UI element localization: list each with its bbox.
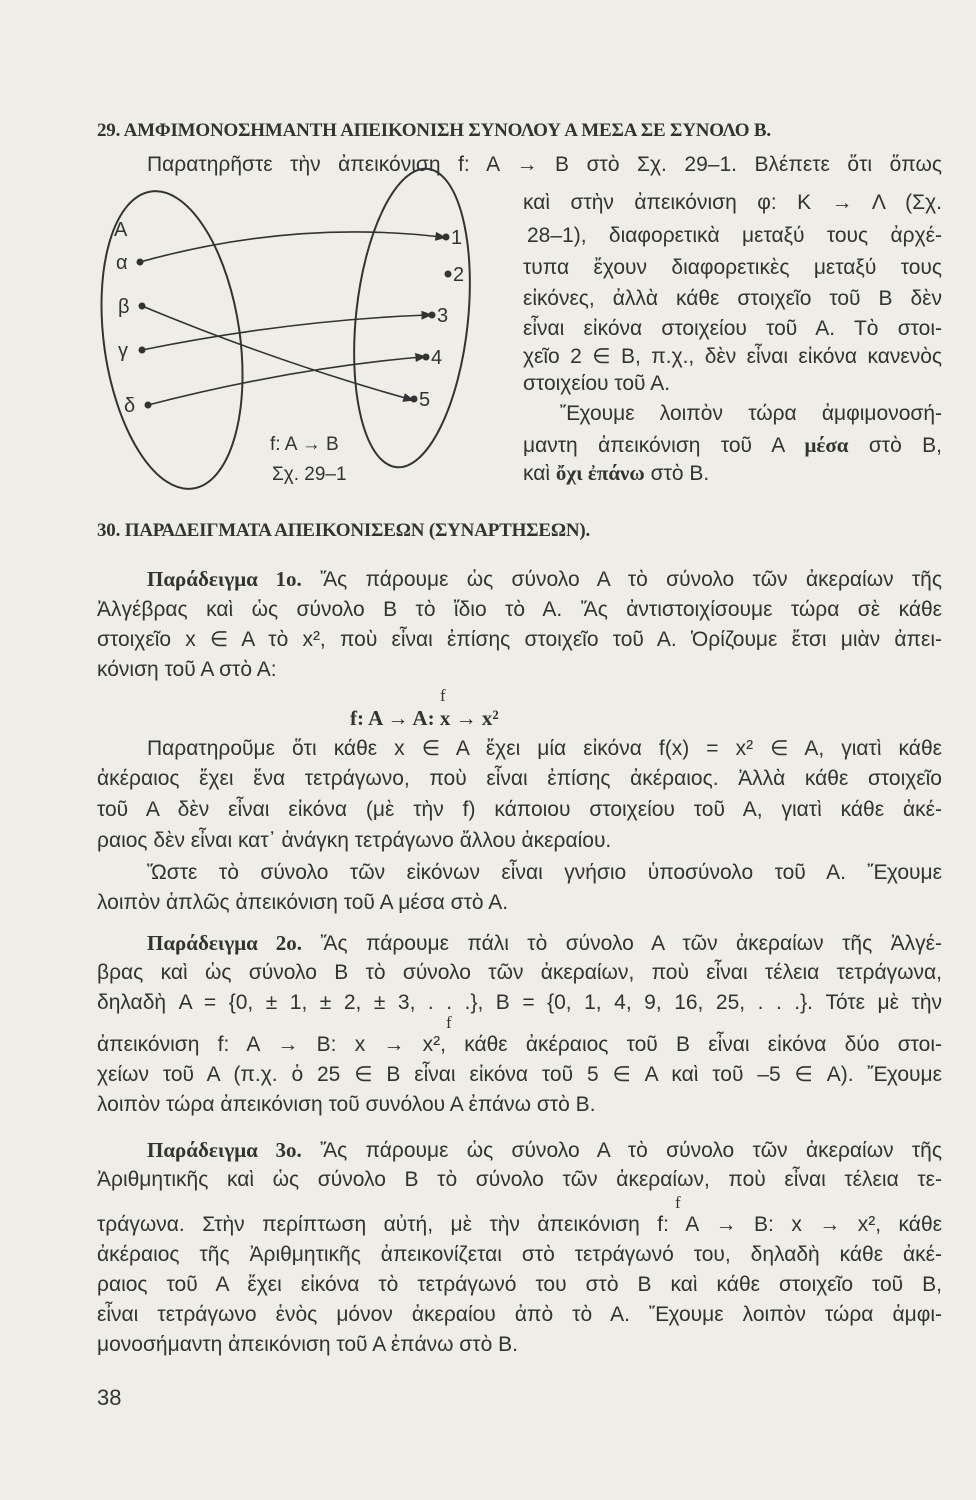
text-span: ραιος τοῦ Α ἔχει εἰκόνα τὸ τετράγωνό του στὸ Β καὶ κάθε στοιχεῖο τοῦ Β, bbox=[97, 1273, 942, 1296]
set-a-element: γ bbox=[118, 340, 128, 362]
figure-label: Σχ. 29–1 bbox=[272, 464, 347, 485]
text-span: εἶναι τετράγωνο ἑνὸς μόνον ἀκεραίου ἀπὸ τὸ Α. Ἔχουμε λοιπὸν τώρα ἀμφι- bbox=[97, 1303, 942, 1326]
set-b-element: 3 bbox=[437, 305, 449, 327]
text-line bbox=[97, 990, 942, 1016]
text-span: βρας καὶ ὡς σύνολο Β τὸ σύνολο τῶν ἀκεραίων, ποὺ εἶναι τέλεια τετράγωνα, bbox=[97, 961, 942, 984]
mapping-arrow bbox=[142, 306, 409, 399]
text-span: λοιπὸν ἁπλῶς ἀπεικόνιση τοῦ Α μέσα στὸ Α. bbox=[97, 891, 509, 914]
text-span: Ἔχουμε λοιπὸν τώρα ἀμφιμονοσή- bbox=[560, 402, 942, 425]
text-line bbox=[97, 828, 611, 854]
set-b-element: 2 bbox=[453, 264, 465, 286]
text-span: Παρατηροῦμε ὅτι κάθε x ∈ A ἔχει μία εἰκόνα f(x) = x² ∈ A, γιατὶ κάθε bbox=[147, 737, 942, 760]
text-span: 30. ΠΑΡΑΔΕΙΓΜΑΤΑ ΑΠΕΙΚΟΝΙΣΕΩΝ (ΣΥΝΑΡΤΗΣΕΩΝ). bbox=[97, 520, 591, 541]
element-dot bbox=[411, 396, 418, 403]
text-span: καὶ bbox=[523, 462, 556, 485]
text-line bbox=[97, 960, 942, 986]
text-span: Ὥστε τὸ σύνολο τῶν εἰκόνων εἶναι γνήσιο ὑποσύνολο τοῦ Α. Ἔχουμε bbox=[147, 861, 942, 884]
text-span: f: A → A: x → x² bbox=[350, 706, 499, 730]
text-span: δηλαδὴ A = {0, ± 1, ± 2, ± 3, . . .}, B = {0, 1, 4, 9, 16, 25, . . .}. Τότε μὲ τὴν bbox=[97, 991, 942, 1014]
text-span: μονοσήμαντη ἀπεικόνιση τοῦ Α ἐπάνω στὸ Β. bbox=[97, 1333, 518, 1356]
text-span: στὸ Β, bbox=[848, 434, 942, 457]
set-a-element: β bbox=[118, 296, 130, 318]
figure-29-1 bbox=[0, 0, 976, 520]
bold-text: Παράδειγμα 1ο. bbox=[147, 567, 302, 591]
text-span: στοιχεῖο x ∈ A τὸ x², ποὺ εἶναι ἐπίσης στοιχεῖο τοῦ Α. Ὁρίζουμε ἔτσι μιὰν ἀπει- bbox=[97, 628, 942, 651]
arrow-function-label: f bbox=[440, 686, 446, 705]
text-line bbox=[97, 1302, 942, 1328]
element-dot bbox=[423, 354, 430, 361]
text-line bbox=[147, 566, 942, 593]
text-line bbox=[147, 1137, 942, 1164]
text-span: ἀκέραιος ἔχει ἕνα τετράγωνο, ποὺ εἶναι ἐπίσης ἀκέραιος. Ἀλλὰ κάθε στοιχεῖο bbox=[97, 767, 942, 790]
page-number: 38 bbox=[97, 1385, 122, 1410]
text-span: 29. ΑΜΦΙΜΟΝΟΣΗΜΑΝΤΗ ΑΠΕΙΚΟΝΙΣΗ ΣΥΝΟΛΟΥ Α ΜΕΣΑ ΣΕ ΣΥΝΟΛΟ Β. bbox=[97, 120, 771, 141]
text-span: εἰκόνες, ἀλλὰ κάθε στοιχεῖο τοῦ Β δὲν bbox=[523, 287, 942, 310]
arrow-function-label: f bbox=[446, 1013, 452, 1032]
set-b-element: 1 bbox=[451, 227, 463, 249]
text-line bbox=[97, 1062, 942, 1088]
mapping-arrow bbox=[142, 315, 427, 350]
text-span: στοιχείου τοῦ Α. bbox=[523, 372, 671, 395]
set-b-element: 4 bbox=[431, 347, 443, 369]
section-heading bbox=[97, 518, 590, 544]
text-span: Ἄς πάρουμε ὡς σύνολο Α τὸ σύνολο τῶν ἀκεραίων τῆς bbox=[301, 1139, 942, 1162]
text-line bbox=[97, 890, 508, 916]
set-a-element: α bbox=[116, 252, 128, 274]
text-span: Ἄς πάρουμε ὡς σύνολο Α τὸ σύνολο τῶν ἀκεραίων τῆς bbox=[301, 568, 942, 591]
text-span: χείων τοῦ Α (π.χ. ὁ 25 ∈ B εἶναι εἰκόνα τοῦ 5 ∈ A καὶ τοῦ –5 ∈ A). Ἔχουμε bbox=[97, 1063, 942, 1086]
text-line bbox=[97, 1032, 942, 1058]
text-line bbox=[97, 1092, 596, 1118]
set-a-element: δ bbox=[124, 395, 136, 417]
text-line bbox=[97, 627, 942, 653]
text-span: μαντη ἀπεικόνιση τοῦ Α bbox=[523, 434, 805, 457]
text-line bbox=[97, 1242, 942, 1268]
text-span: ἀπεικόνιση f: A → B: x → x², κάθε ἀκέραιος τοῦ Β εἶναι εἰκόνα δύο στοι- bbox=[97, 1033, 942, 1056]
text-span: Ἀλγέβρας καὶ ὡς σύνολο Β τὸ ἴδιο τὸ Α. Ἄς ἀντιστοιχίσουμε τώρα σὲ κάθε bbox=[97, 598, 942, 621]
text-span: τράγωνα. Στὴν περίπτωση αὐτή, μὲ τὴν ἀπεικόνιση f: A → B: x → x², κάθε bbox=[97, 1213, 942, 1236]
formula-line bbox=[350, 705, 499, 731]
text-line bbox=[97, 1272, 942, 1298]
text-line bbox=[97, 766, 942, 792]
text-span: Παρατηρῆστε τὴν ἀπεικόνιση f: A → B στὸ Σχ. 29–1. Βλέπετε ὅτι ὅπως bbox=[147, 153, 942, 176]
set-b-ellipse bbox=[341, 163, 484, 473]
text-line bbox=[97, 1167, 942, 1193]
bold-text: ὄχι ἐπάνω bbox=[555, 461, 645, 485]
text-span: ραιος δὲν εἶναι κατ᾽ ἀνάγκη τετράγωνο ἄλλου ἀκεραίου. bbox=[97, 829, 612, 852]
mapping-arrow bbox=[140, 232, 441, 262]
text-span: εἶναι εἰκόνα στοιχείου τοῦ Α. Τὸ στοι- bbox=[523, 317, 942, 340]
text-span: καὶ στὴν ἀπεικόνιση φ: Κ → Λ (Σχ. bbox=[523, 191, 942, 214]
text-span: λοιπὸν τώρα ἀπεικόνιση τοῦ συνόλου Α ἐπάνω στὸ Β. bbox=[97, 1093, 596, 1116]
text-span: τοῦ Α δὲν εἶναι εἰκόνα (μὲ τὴν f) κάποιου στοιχείου τοῦ Α, γιατὶ κάθε ἀκέ- bbox=[97, 798, 942, 821]
bold-text: μέσα bbox=[804, 433, 849, 457]
text-line bbox=[147, 930, 942, 957]
bold-text: Παράδειγμα 3ο. bbox=[147, 1138, 302, 1162]
text-span: 28–1), διαφορετικὰ μεταξύ τους ἀρχέ- bbox=[527, 224, 942, 247]
element-dot bbox=[445, 271, 452, 278]
text-span: στὸ Β. bbox=[644, 462, 710, 485]
element-dot bbox=[443, 234, 450, 241]
text-line bbox=[97, 597, 942, 623]
text-line bbox=[97, 1332, 518, 1358]
text-line bbox=[147, 860, 942, 886]
text-span: τυπα ἔχουν διαφορετικὲς μεταξύ τους bbox=[523, 256, 942, 279]
text-span: Ἀριθμητικῆς καὶ ὡς σύνολο Β τὸ σύνολο τῶν ἀκεραίων, ποὺ εἶναι τέλεια τε- bbox=[97, 1168, 942, 1191]
element-dot bbox=[429, 312, 436, 319]
text-line bbox=[97, 797, 942, 823]
set-a-label: A bbox=[114, 219, 128, 241]
text-span: ἀκέραιος τῆς Ἀριθμητικῆς ἀπεικονίζεται στὸ τετράγωνό του, δηλαδὴ κάθε ἀκέ- bbox=[97, 1243, 942, 1266]
arrow-function-label: f bbox=[675, 1193, 681, 1212]
set-a-ellipse bbox=[84, 182, 260, 498]
set-b-element: 5 bbox=[419, 389, 431, 411]
text-span: Ἄς πάρουμε πάλι τὸ σύνολο Α τῶν ἀκεραίων τῆς Ἀλγέ- bbox=[301, 932, 942, 955]
figure-caption: f: A → B bbox=[270, 434, 339, 455]
bold-text: Παράδειγμα 2ο. bbox=[147, 931, 302, 955]
text-line bbox=[97, 657, 277, 683]
text-line bbox=[97, 1212, 942, 1238]
mapping-arrow bbox=[148, 357, 421, 405]
text-span: κόνιση τοῦ Α στὸ Α: bbox=[97, 658, 277, 681]
text-span: χεῖο 2 ∈ Β, π.χ., δὲν εἶναι εἰκόνα κανενὸς bbox=[523, 345, 942, 368]
text-line bbox=[147, 736, 942, 762]
